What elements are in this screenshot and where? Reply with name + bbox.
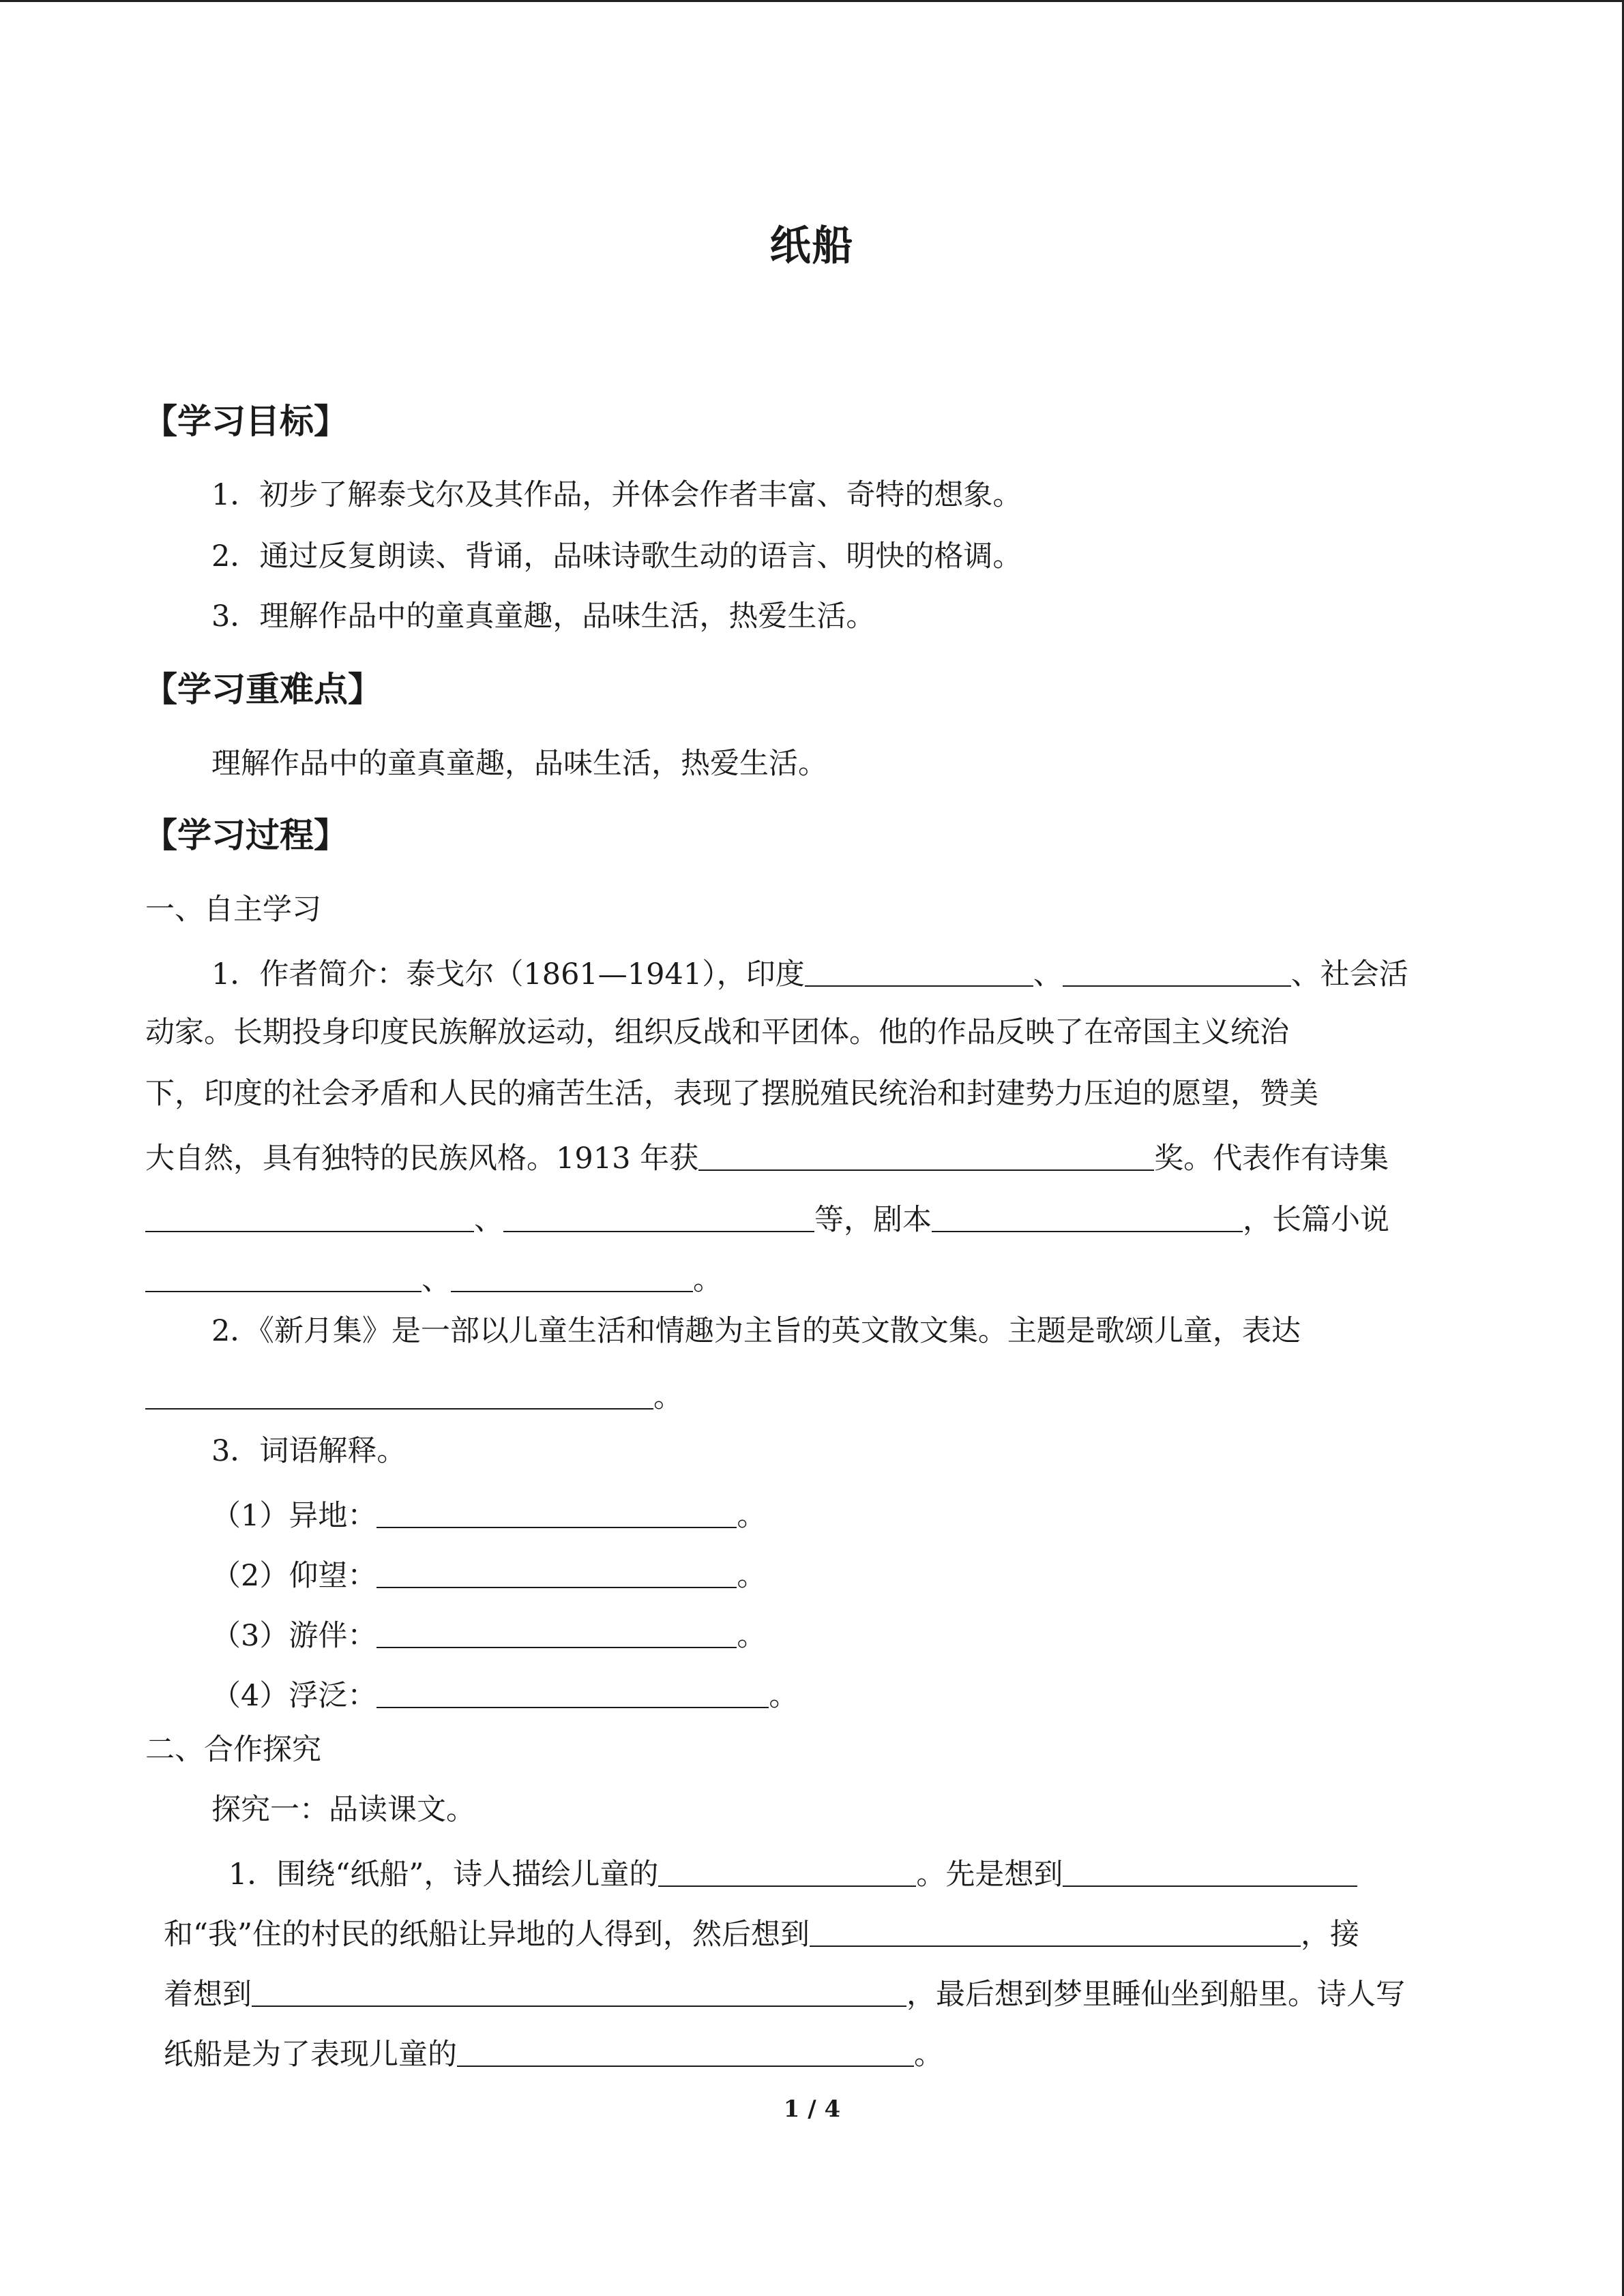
p2q1-line4-text-b: 。 xyxy=(914,2038,943,2072)
q2-line-2 xyxy=(145,1378,683,1412)
q3-item-3 xyxy=(211,1617,766,1651)
blank-poetry-1[interactable] xyxy=(145,1201,474,1232)
objective-3: 3．理解作品中的童真童趣，品味生活，热爱生活。 xyxy=(211,599,876,633)
q1-line4-text-b: 奖。代表作有诗集 xyxy=(1154,1142,1389,1176)
q3-heading: 3．词语解释。 xyxy=(211,1434,407,1468)
p2q1-text-b: 。先是想到 xyxy=(916,1858,1063,1892)
objective-2: 2．通过反复朗读、背诵，品味诗歌生动的语言、明快的格调。 xyxy=(211,539,1022,573)
p2q1-line2-text-a: 和“我”住的村民的纸船让异地的人得到，然后想到 xyxy=(164,1918,810,1952)
q1-text-c: 、社会活 xyxy=(1290,957,1408,992)
p2q1-line3-text-a: 着想到 xyxy=(164,1978,252,2012)
blank-word-2[interactable] xyxy=(377,1557,737,1588)
difficulty-heading: 【学习重难点】 xyxy=(143,670,382,709)
blank-then-thought[interactable] xyxy=(810,1915,1301,1947)
q1-line5-text-b: 等，剧本 xyxy=(814,1203,932,1237)
q1-text-a: 1．作者简介：泰戈尔（1861—1941），印度 xyxy=(211,957,805,992)
part1-heading: 一、自主学习 xyxy=(145,893,321,927)
q3-item-1 xyxy=(211,1497,766,1531)
p2q1-line-3 xyxy=(164,1976,1405,2010)
p2q1-line-4 xyxy=(164,2036,943,2070)
blank-word-4[interactable] xyxy=(377,1677,769,1708)
q3-item-3-label: （3）游伴： xyxy=(211,1619,377,1653)
p2q1-line-2 xyxy=(164,1915,1359,1950)
blank-next-thought[interactable] xyxy=(252,1976,906,2007)
blank-first-thought[interactable] xyxy=(1063,1855,1357,1887)
blank-play[interactable] xyxy=(932,1201,1243,1232)
q2-line-1: 2．《新月集》是一部以儿童生活和情趣为主旨的英文散文集。主题是歌颂儿童，表达 xyxy=(211,1314,1301,1348)
q3-item-4-end: 。 xyxy=(769,1679,799,1713)
q2-text-b: 。 xyxy=(653,1380,683,1414)
q1-line-1 xyxy=(211,955,1408,992)
blank-novel-1[interactable] xyxy=(145,1261,422,1292)
q3-item-1-label: （1）异地： xyxy=(211,1499,377,1533)
q1-line-6 xyxy=(145,1261,722,1295)
page-title: 纸船 xyxy=(769,222,855,270)
p2q1-line3-text-b: ，最后想到梦里睡仙坐到船里。诗人写 xyxy=(906,1978,1405,2012)
part2-sub: 探究一：品读课文。 xyxy=(211,1793,475,1827)
q1-text-b: 、 xyxy=(1033,957,1063,992)
q3-item-3-end: 。 xyxy=(737,1619,767,1653)
q1-line4-text-a: 大自然，具有独特的民族风格。1913 年获 xyxy=(145,1142,699,1176)
blank-occupation-1[interactable] xyxy=(805,955,1033,987)
page-number: 1 / 4 xyxy=(783,2096,841,2123)
q1-line5-text-a: 、 xyxy=(474,1203,503,1237)
q1-line6-text-b: 。 xyxy=(693,1263,722,1297)
objectives-heading: 【学习目标】 xyxy=(143,402,348,441)
blank-theme[interactable] xyxy=(145,1378,653,1410)
blank-novel-2[interactable] xyxy=(451,1261,693,1292)
p2q1-line-1 xyxy=(228,1855,1357,1890)
blank-imagination[interactable] xyxy=(658,1855,916,1887)
q1-line-2: 动家。长期投身印度民族解放运动，组织反战和平团体。他的作品反映了在帝国主义统治 xyxy=(145,1015,1289,1049)
p2q1-text-a: 1．围绕“纸船”，诗人描绘儿童的 xyxy=(228,1858,659,1892)
q1-line6-text-a: 、 xyxy=(422,1263,451,1297)
q3-item-4-label: （4）浮泛： xyxy=(211,1679,377,1713)
q1-line5-text-c: ，长篇小说 xyxy=(1243,1203,1389,1237)
difficulty-text: 理解作品中的童真童趣，品味生活，热爱生活。 xyxy=(211,747,827,781)
blank-occupation-2[interactable] xyxy=(1063,955,1291,987)
blank-word-1[interactable] xyxy=(377,1497,737,1528)
p2q1-line4-text-a: 纸船是为了表现儿童的 xyxy=(164,2038,457,2072)
part2-heading: 二、合作探究 xyxy=(145,1733,321,1767)
q3-item-1-end: 。 xyxy=(737,1499,767,1533)
blank-poetry-2[interactable] xyxy=(503,1201,814,1232)
q1-line-5 xyxy=(145,1201,1389,1235)
q1-line-3: 下，印度的社会矛盾和人民的痛苦生活，表现了摆脱殖民统治和封建势力压迫的愿望，赞美 xyxy=(145,1077,1318,1111)
process-heading: 【学习过程】 xyxy=(143,816,348,855)
blank-purpose[interactable] xyxy=(457,2036,914,2067)
blank-word-3[interactable] xyxy=(377,1617,737,1648)
blank-prize[interactable] xyxy=(698,1139,1154,1171)
q3-item-2 xyxy=(211,1557,766,1591)
q3-item-2-label: （2）仰望： xyxy=(211,1559,377,1593)
q3-item-4 xyxy=(211,1677,798,1711)
q1-line-4 xyxy=(145,1139,1389,1174)
objective-1: 1．初步了解泰戈尔及其作品，并体会作者丰富、奇特的想象。 xyxy=(211,478,1022,512)
q3-item-2-end: 。 xyxy=(737,1559,767,1593)
p2q1-line2-text-b: ，接 xyxy=(1300,1918,1359,1952)
